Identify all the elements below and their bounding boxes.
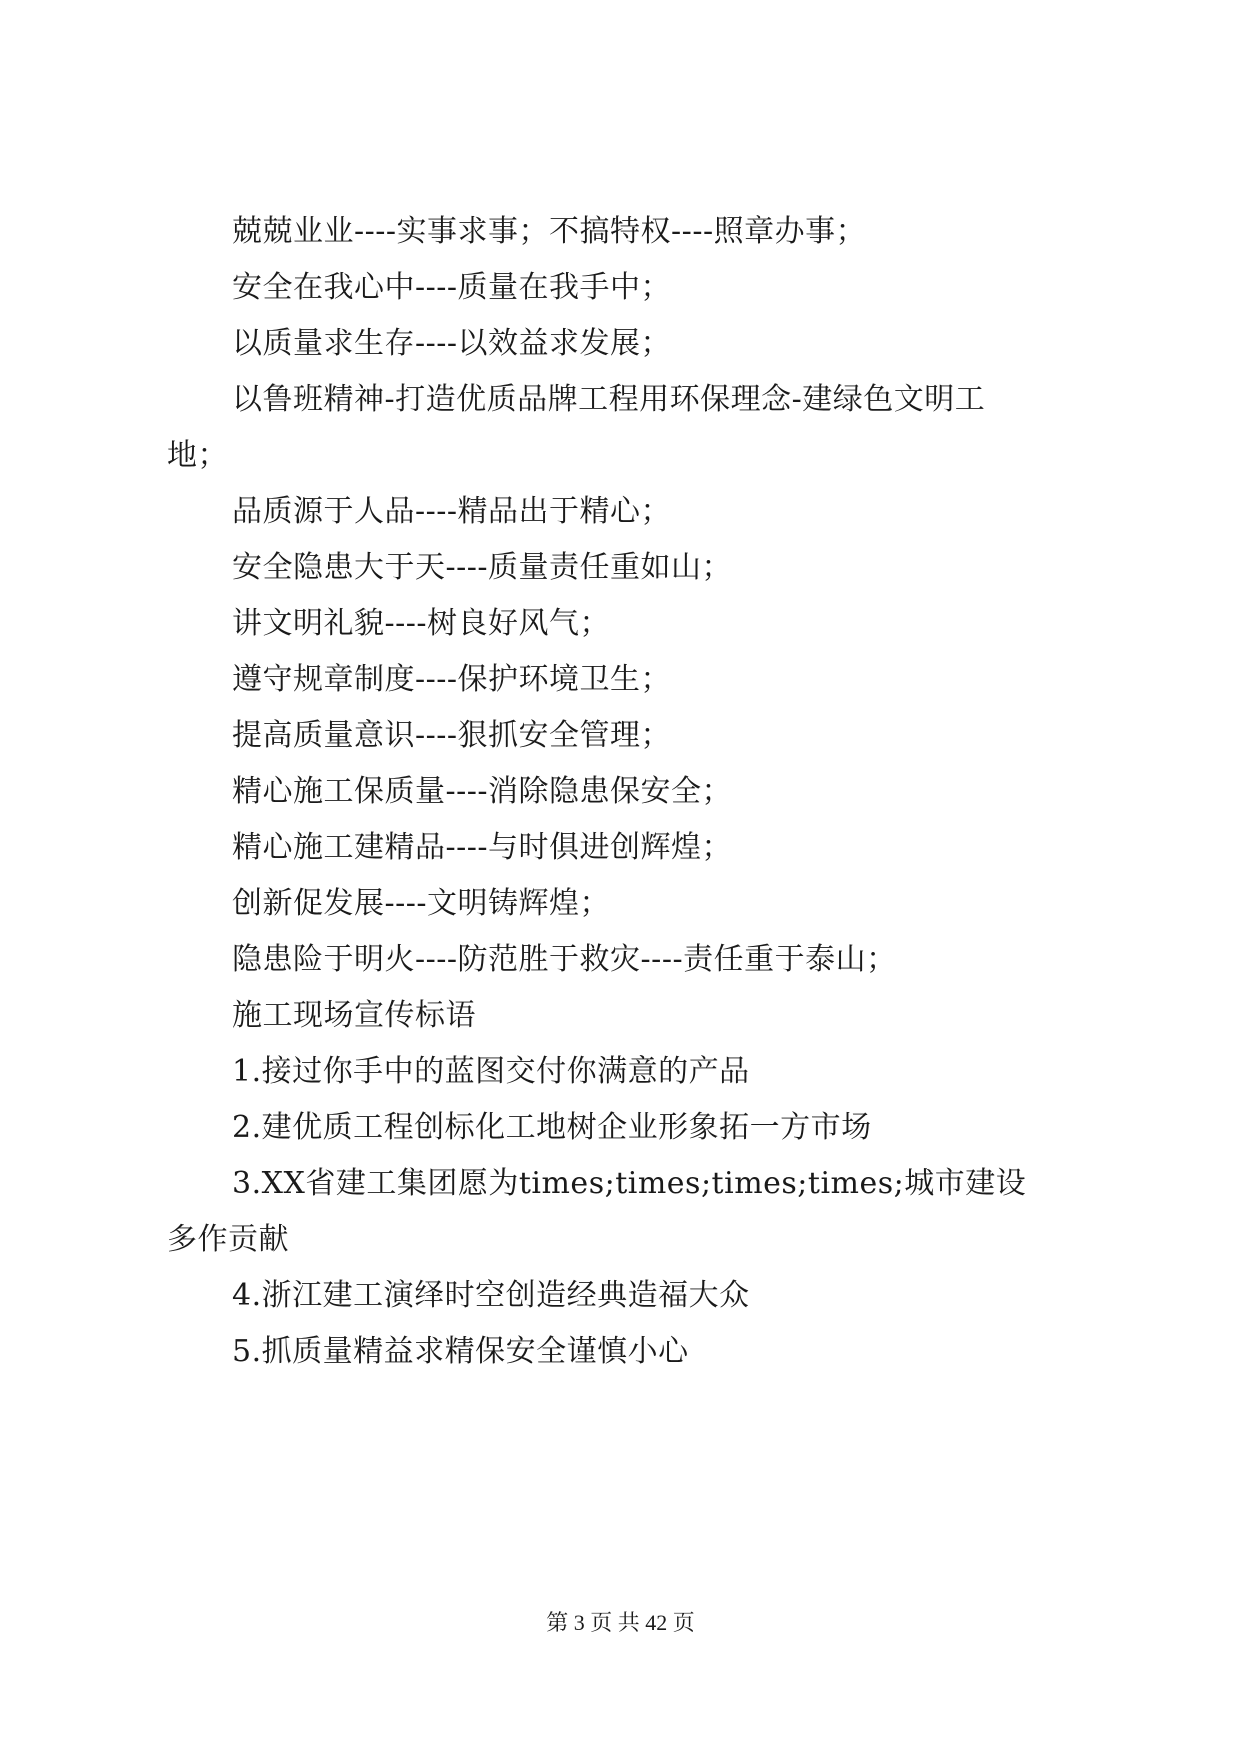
text-line: 创新促发展----文明铸辉煌； (232, 886, 611, 921)
text-line: 精心施工建精品----与时俱进创辉煌； (232, 830, 733, 865)
list-item-continuation: 多作贡献 (167, 1222, 289, 1257)
text-line: 隐患险于明火----防范胜于救灾----责任重于泰山； (232, 942, 897, 977)
text-line: 提高质量意识----狠抓安全管理； (232, 718, 672, 753)
text-line: 以质量求生存----以效益求发展； (232, 326, 672, 361)
text-line: 安全在我心中----质量在我手中； (232, 270, 672, 305)
page-number-footer: 第 3 页 共 42 页 (546, 1610, 695, 1635)
text-line: 遵守规章制度----保护环境卫生； (232, 662, 672, 697)
text-line: 安全隐患大于天----质量责任重如山； (232, 550, 733, 585)
list-item: 2.建优质工程创标化工地树企业形象拓一方市场 (232, 1110, 872, 1145)
text-line: 品质源于人品----精品出于精心； (232, 494, 672, 529)
list-item: 5.抓质量精益求精保安全谨慎小心 (232, 1334, 689, 1369)
text-line: 讲文明礼貌----树良好风气； (232, 606, 611, 641)
list-item: 1.接过你手中的蓝图交付你满意的产品 (232, 1054, 750, 1089)
text-line: 精心施工保质量----消除隐患保安全； (232, 774, 733, 809)
list-item: 3.XX省建工集团愿为times;times;times;times;城市建设 (232, 1166, 1027, 1201)
section-heading: 施工现场宣传标语 (232, 998, 476, 1033)
text-line: 以鲁班精神-打造优质品牌工程用环保理念-建绿色文明工 (232, 382, 986, 417)
text-line: 地； (167, 438, 228, 473)
list-item: 4.浙江建工演绎时空创造经典造福大众 (232, 1278, 750, 1313)
text-line: 兢兢业业----实事求事；不搞特权----照章办事； (232, 214, 867, 249)
